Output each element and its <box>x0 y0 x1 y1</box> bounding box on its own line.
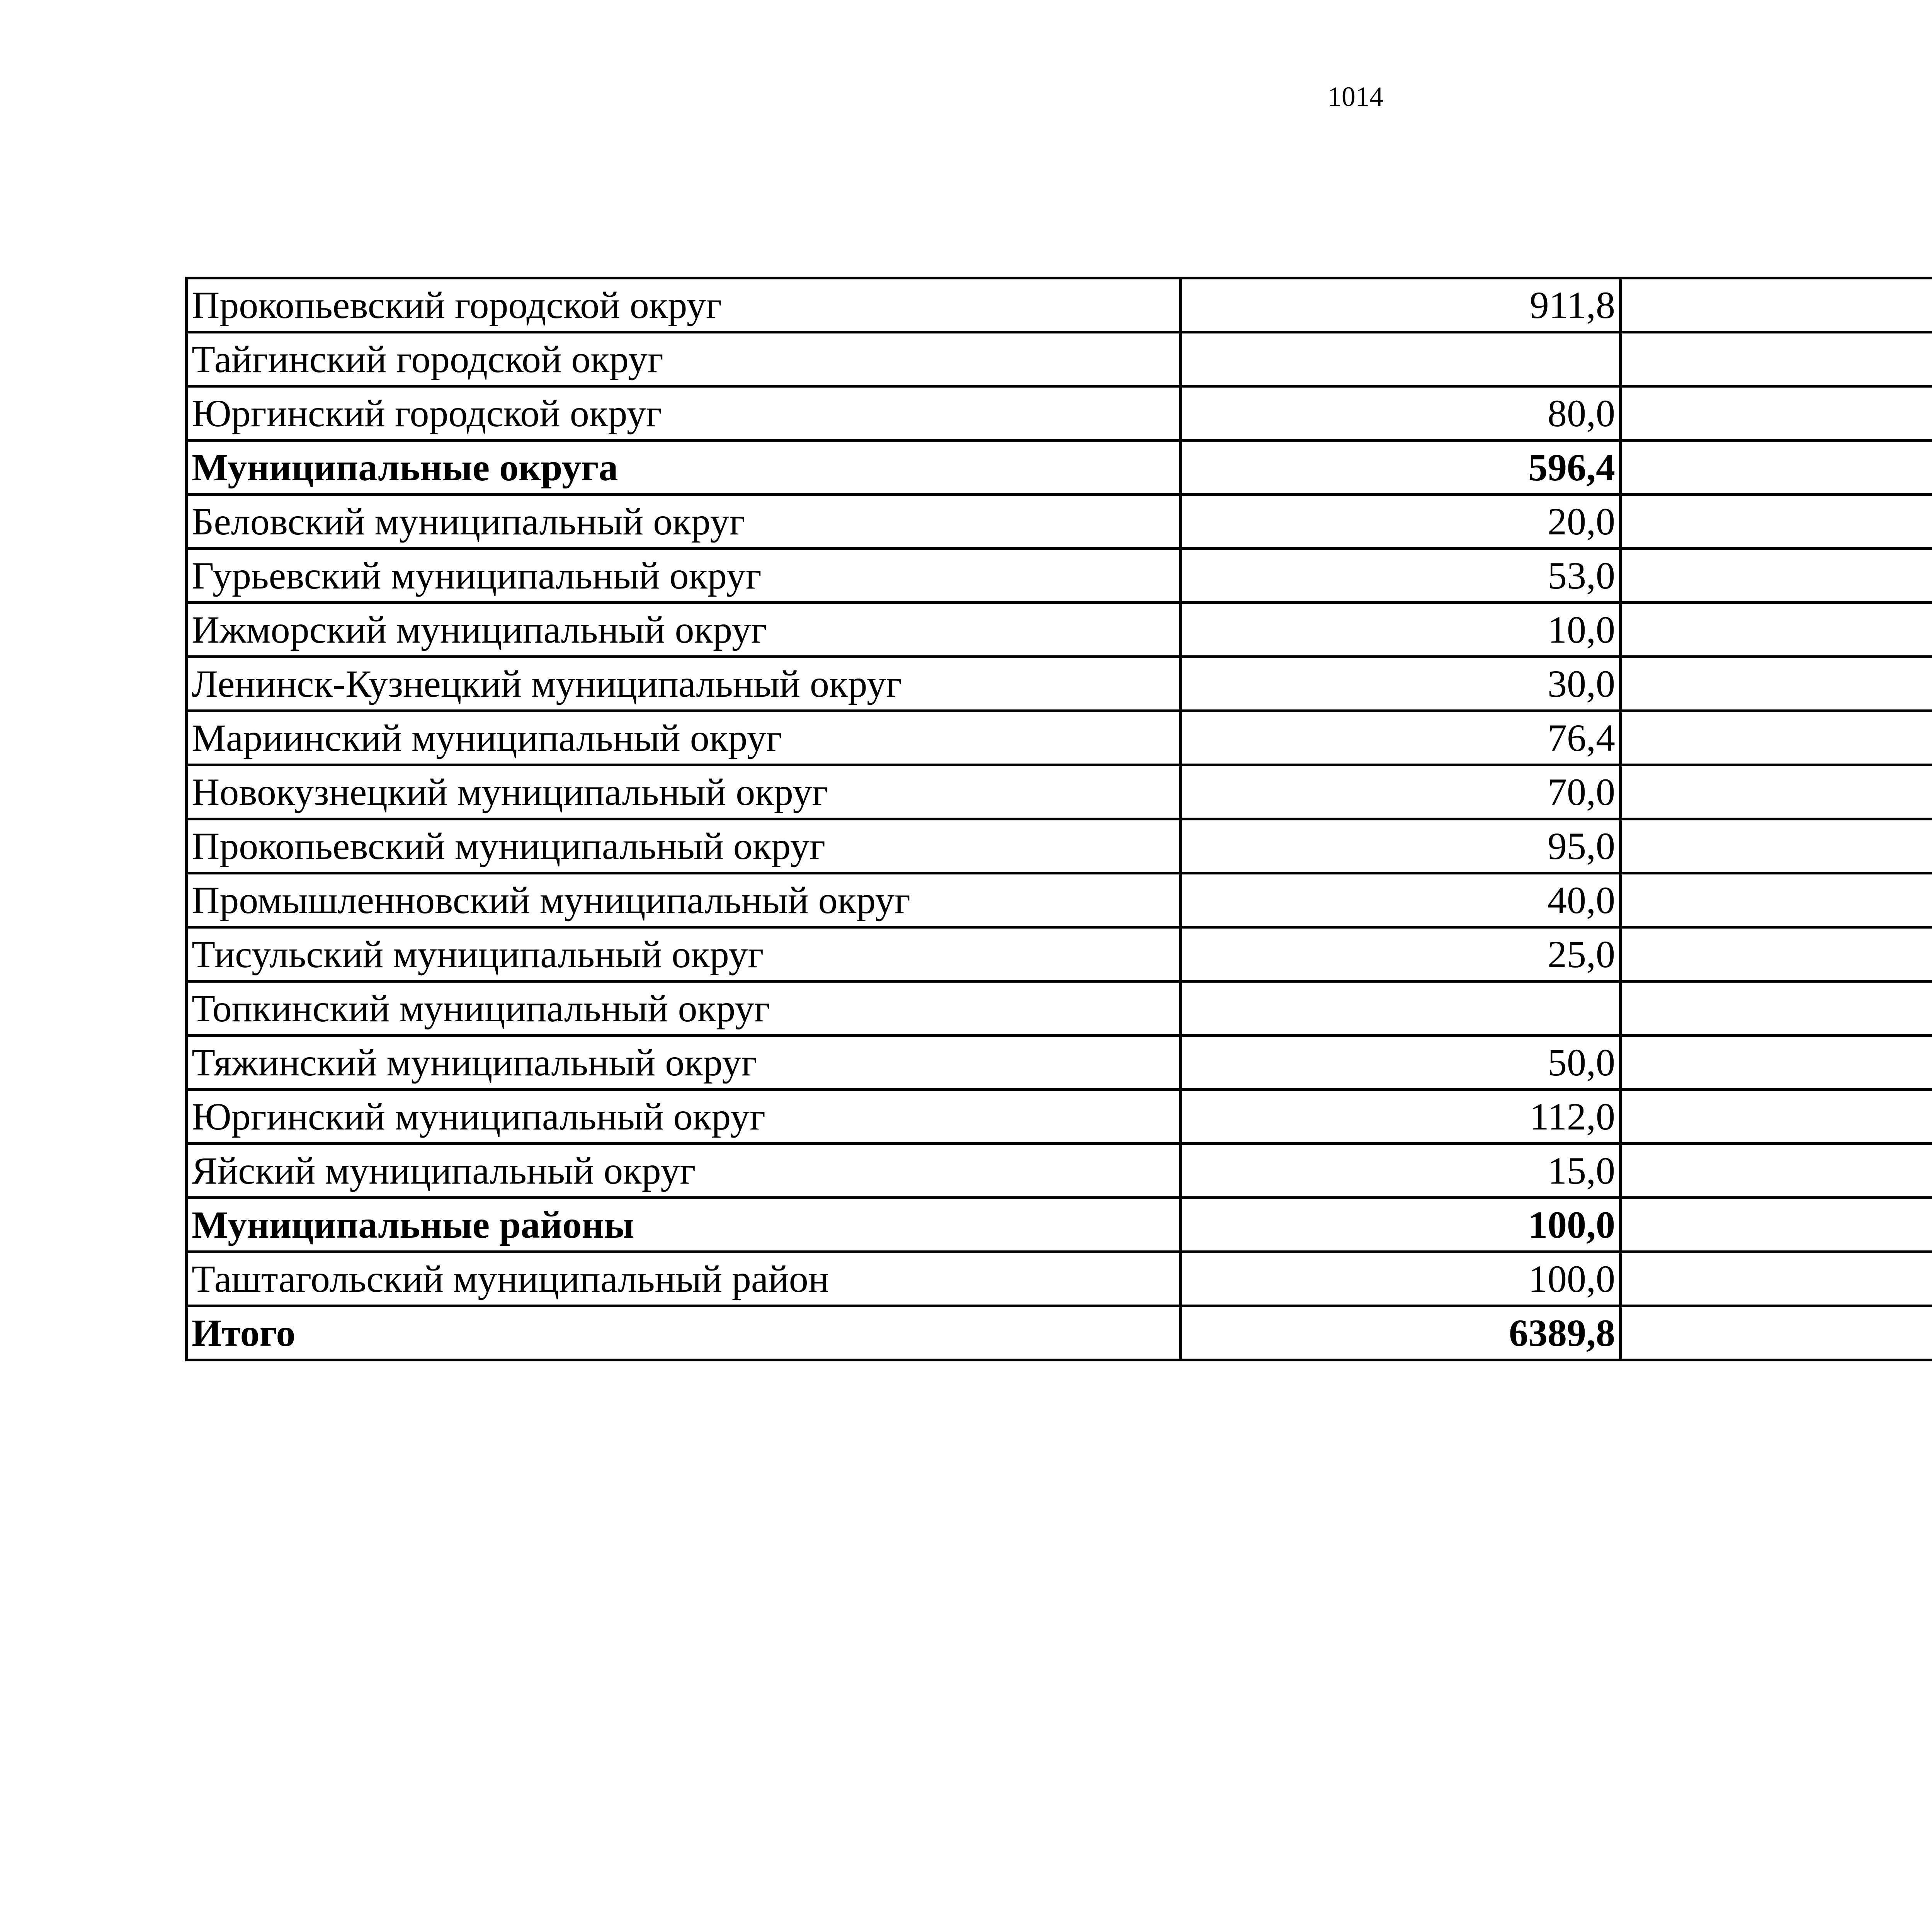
table-row <box>187 657 1932 711</box>
value-cell-col-1: 80,0 <box>1181 386 1621 441</box>
table-row <box>187 278 1932 332</box>
row-name-cell: Промышленновский муниципальный округ <box>187 873 1181 927</box>
value-cell-col-1: 53,0 <box>1181 549 1621 603</box>
value-cell-col-2 <box>1621 981 1932 1036</box>
value-cell-col-2 <box>1621 603 1932 657</box>
value-cell-col-1: 40,0 <box>1181 873 1621 927</box>
value-cell-col-2 <box>1621 657 1932 711</box>
table-body <box>187 278 1932 1360</box>
row-name-cell: Топкинский муниципальный округ <box>187 981 1181 1036</box>
row-name-cell: Юргинский муниципальный округ <box>187 1090 1181 1144</box>
value-cell-col-2 <box>1621 549 1932 603</box>
table-row <box>187 1090 1932 1144</box>
value-cell-col-1: 95,0 <box>1181 819 1621 873</box>
value-cell-col-1: 70,0 <box>1181 765 1621 819</box>
value-cell-col-2 <box>1621 1036 1932 1090</box>
table-row <box>187 819 1932 873</box>
value-cell-col-2 <box>1621 332 1932 386</box>
table-row <box>187 495 1932 549</box>
row-name-cell: Гурьевский муниципальный округ <box>187 549 1181 603</box>
table-row <box>187 386 1932 441</box>
table-row <box>187 1036 1932 1090</box>
row-name-cell: Новокузнецкий муниципальный округ <box>187 765 1181 819</box>
value-cell-col-2 <box>1621 1252 1932 1306</box>
table-row <box>187 603 1932 657</box>
table-row <box>187 549 1932 603</box>
row-name-cell: Итого <box>187 1306 1181 1360</box>
table-row <box>187 765 1932 819</box>
value-cell-col-1: 6389,8 <box>1181 1306 1621 1360</box>
value-cell-col-2 <box>1621 495 1932 549</box>
value-cell-col-1 <box>1181 332 1621 386</box>
value-cell-col-1: 30,0 <box>1181 657 1621 711</box>
value-cell-col-2 <box>1621 927 1932 981</box>
row-name-cell: Беловский муниципальный округ <box>187 495 1181 549</box>
value-cell-col-1: 100,0 <box>1181 1198 1621 1252</box>
page-number: 1014 <box>1328 81 1383 112</box>
value-cell-col-1: 76,4 <box>1181 711 1621 765</box>
row-name-cell: Муниципальные районы <box>187 1198 1181 1252</box>
row-name-cell: Тайгинский городской округ <box>187 332 1181 386</box>
table-row <box>187 873 1932 927</box>
table-row <box>187 927 1932 981</box>
table-row <box>187 441 1932 495</box>
value-cell-col-1: 911,8 <box>1181 278 1621 332</box>
row-name-cell: Прокопьевский городской округ <box>187 278 1181 332</box>
value-cell-col-1: 50,0 <box>1181 1036 1621 1090</box>
value-cell-col-1: 100,0 <box>1181 1252 1621 1306</box>
row-name-cell: Ижморский муниципальный округ <box>187 603 1181 657</box>
value-cell-col-2 <box>1621 819 1932 873</box>
row-name-cell: Мариинский муниципальный округ <box>187 711 1181 765</box>
value-cell-col-2 <box>1621 278 1932 332</box>
row-name-cell: Муниципальные округа <box>187 441 1181 495</box>
table-row <box>187 332 1932 386</box>
value-cell-col-2 <box>1621 1090 1932 1144</box>
value-cell-col-2 <box>1621 1198 1932 1252</box>
value-cell-col-1: 596,4 <box>1181 441 1621 495</box>
value-cell-col-2 <box>1621 873 1932 927</box>
value-cell-col-1 <box>1181 981 1621 1036</box>
value-cell-col-1: 20,0 <box>1181 495 1621 549</box>
row-name-cell: Тисульский муниципальный округ <box>187 927 1181 981</box>
value-cell-col-2 <box>1621 711 1932 765</box>
table-row <box>187 711 1932 765</box>
value-cell-col-2 <box>1621 765 1932 819</box>
value-cell-col-2 <box>1621 441 1932 495</box>
row-name-cell: Тяжинский муниципальный округ <box>187 1036 1181 1090</box>
value-cell-col-1: 15,0 <box>1181 1144 1621 1198</box>
table-row <box>187 981 1932 1036</box>
value-cell-col-2 <box>1621 1144 1932 1198</box>
row-name-cell: Ленинск-Кузнецкий муниципальный округ <box>187 657 1181 711</box>
budget-table <box>185 277 1932 1361</box>
table-row <box>187 1252 1932 1306</box>
value-cell-col-1: 25,0 <box>1181 927 1621 981</box>
row-name-cell: Яйский муниципальный округ <box>187 1144 1181 1198</box>
value-cell-col-2 <box>1621 386 1932 441</box>
row-name-cell: Таштагольский муниципальный район <box>187 1252 1181 1306</box>
table-row <box>187 1198 1932 1252</box>
row-name-cell: Прокопьевский муниципальный округ <box>187 819 1181 873</box>
value-cell-col-1: 112,0 <box>1181 1090 1621 1144</box>
table-row <box>187 1306 1932 1360</box>
row-name-cell: Юргинский городской округ <box>187 386 1181 441</box>
value-cell-col-2 <box>1621 1306 1932 1360</box>
table-row <box>187 1144 1932 1198</box>
value-cell-col-1: 10,0 <box>1181 603 1621 657</box>
